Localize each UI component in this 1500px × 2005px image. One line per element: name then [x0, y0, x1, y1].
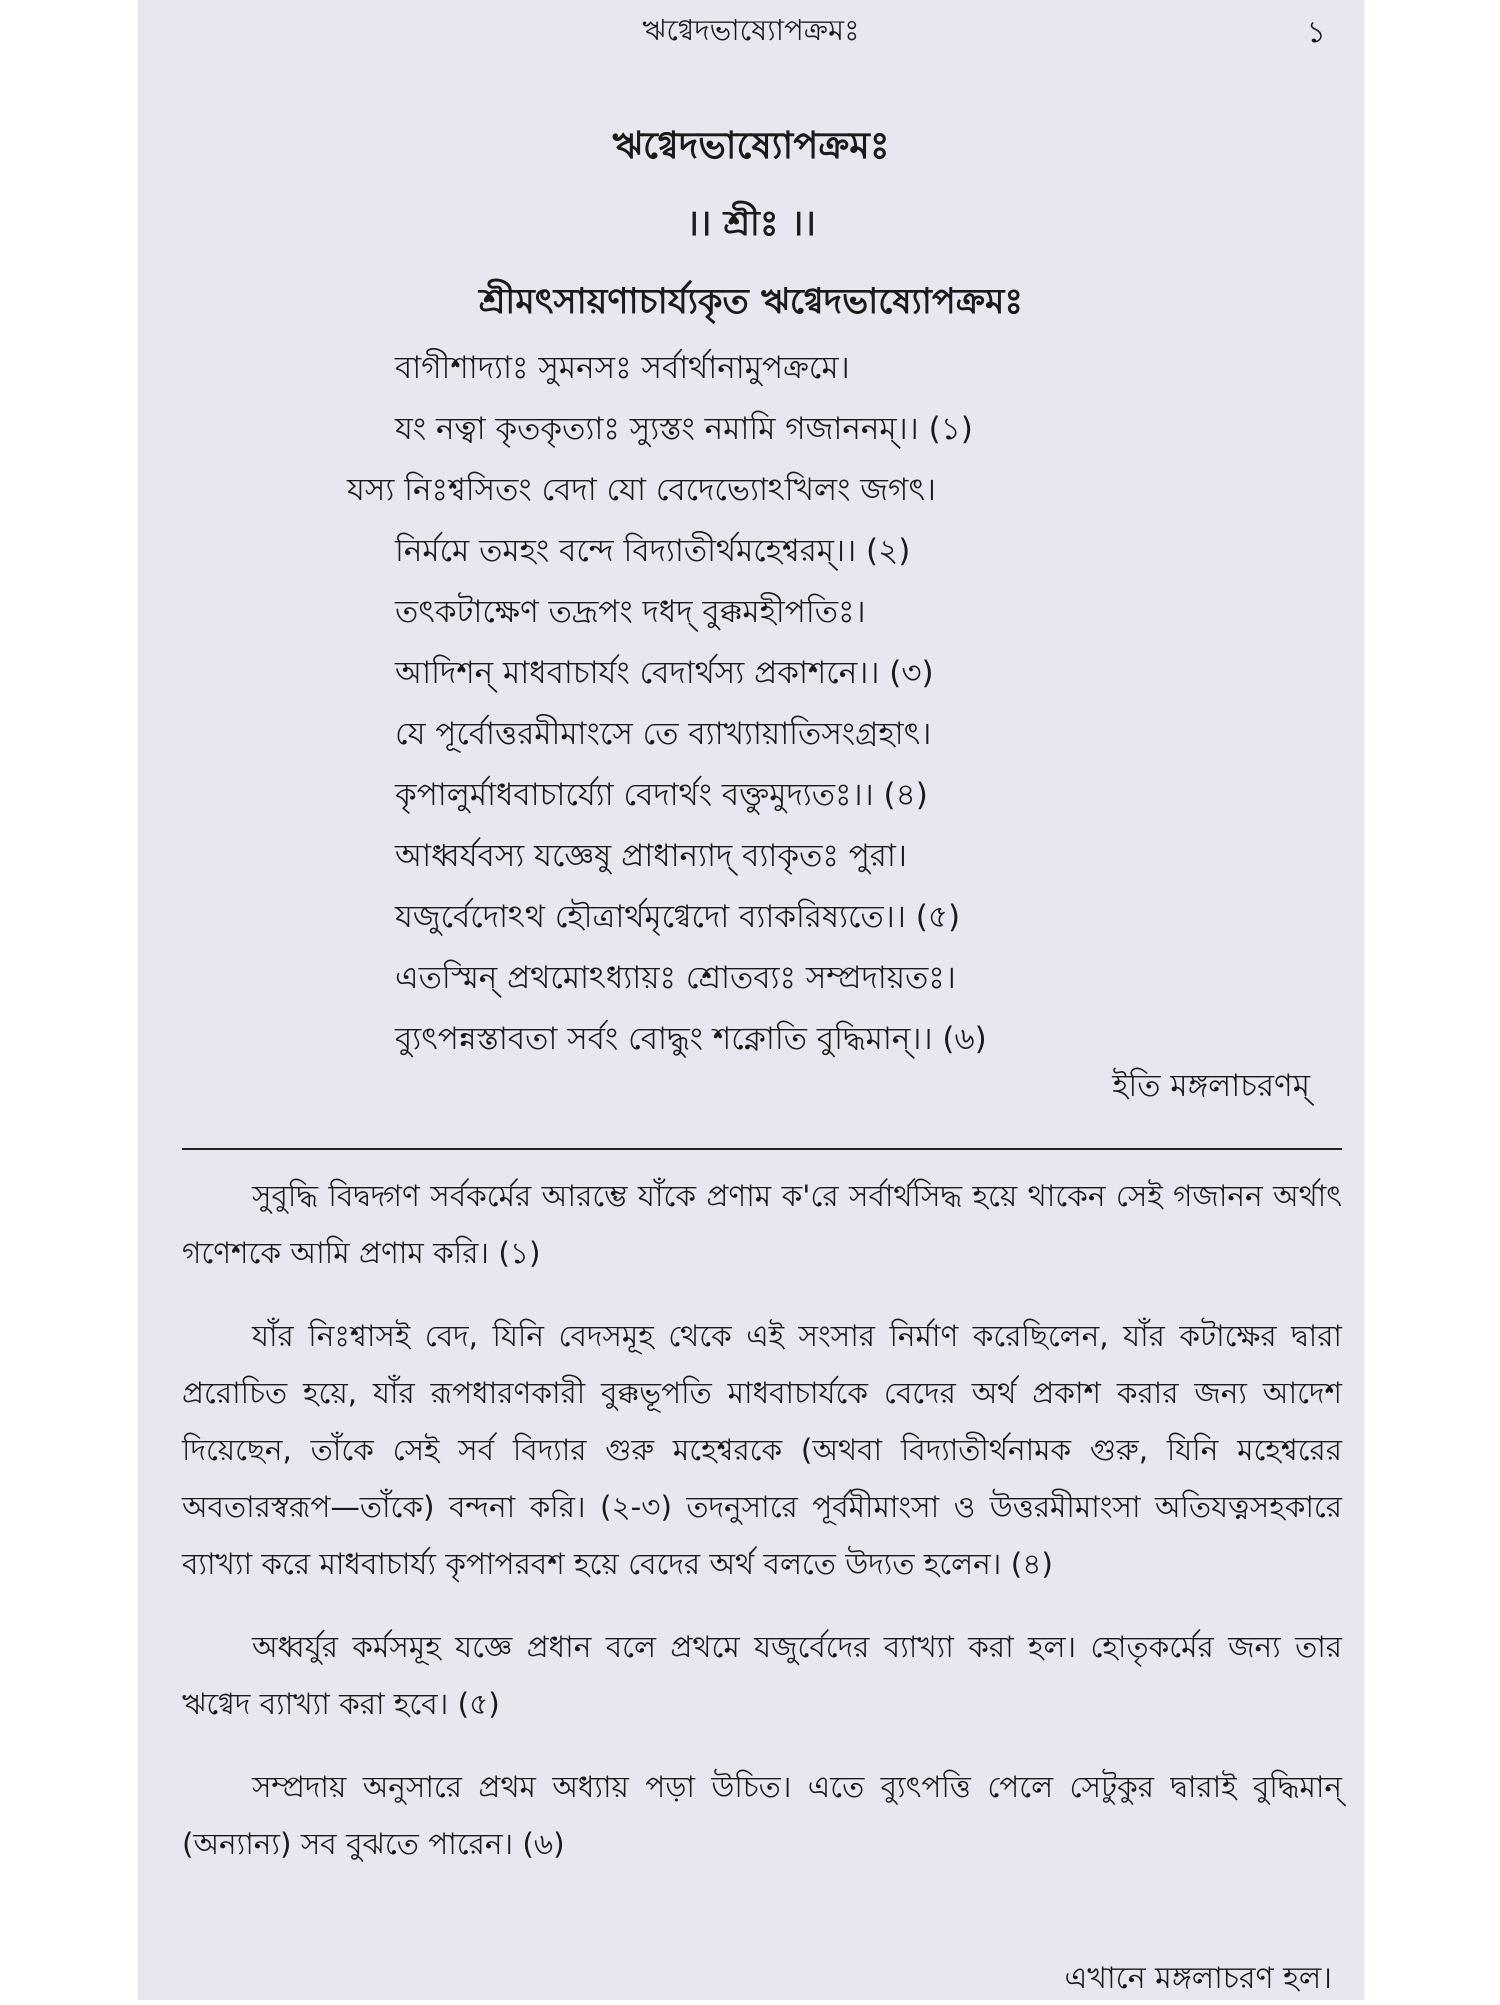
prose-closing: এখানে মঙ্গলাচরণ হল।: [1064, 1961, 1332, 1996]
page-number: ১: [1306, 15, 1326, 50]
divider: [182, 1148, 1342, 1150]
paragraph: অধ্বর্যুর কর্মসমূহ যজ্ঞে প্রধান বলে প্রথমে যজুর্বেদের ব্যাখ্যা করা হল। হোতৃকর্মের জন্য তার ঋগ্বেদ ব্যাখ্যা করা হবে। (৫): [182, 1630, 1342, 1721]
verse-closing: ইতি মঙ্গলাচরণম্: [1112, 1068, 1310, 1104]
verse-line: নির্মমে তমহং বন্দে বিদ্যাতীর্থমহেশ্বরম্।। (২): [395, 533, 911, 569]
subtitle: শ্রীমৎসায়ণাচার্য্যকৃত ঋগ্বেদভাষ্যোপক্রমঃ: [478, 282, 1024, 322]
paragraph: সম্প্রদায় অনুসারে প্রথম অধ্যায় পড়া উচিত। এতে ব্যুৎপত্তি পেলে সেটুকুর দ্বারাই বুদ্ধিমান্ (অন্যান্য) সব বুঝতে পারেন। (৬): [182, 1770, 1342, 1861]
verse-line: যং নত্বা কৃতকৃত্যাঃ স্যুস্তং নমামি গজাননম্।। (১): [395, 411, 973, 447]
verse-line: এতস্মিন্ প্রথমোঽধ্যায়ঃ শ্রোতব্যঃ সম্প্রদায়তঃ।: [395, 960, 956, 996]
page-title: ঋগ্বেদভাষ্যোপক্রমঃ: [612, 124, 890, 167]
verse-line: ব্যুৎপন্নস্তাবতা সর্বং বোদ্ধুং শক্নোতি বুদ্ধিমান্।। (৬): [395, 1021, 987, 1057]
verse-line: বাগীশাদ্যাঃ সুমনসঃ সর্বার্থানামুপক্রমে।: [395, 350, 850, 386]
verse-line: কৃপালুর্মাধবাচার্য্যো বেদার্থং বক্তুমুদ্যতঃ।। (৪): [395, 777, 928, 813]
running-head: ঋগ্বেদভাষ্যোপক্রমঃ: [642, 13, 860, 47]
paragraph: সুবুদ্ধি বিদ্বদ্গণ সর্বকর্মের আরম্ভে যাঁকে প্রণাম ক'রে সর্বার্থসিদ্ধ হয়ে থাকেন সেই গজানন অর্থাৎ গণেশকে আমি প্রণাম করি। (১): [182, 1179, 1342, 1270]
book-page: [138, 0, 1364, 2000]
verse-line: তৎকটাক্ষেণ তদ্রূপং দধদ্ বুক্কমহীপতিঃ।: [395, 594, 866, 630]
verse-line: আদিশন্ মাধবাচার্যং বেদার্থস্য প্রকাশনে।। (৩): [395, 655, 934, 691]
verse-block: [347, 338, 1275, 1070]
verse-line: আধ্বর্যবস্য যজ্ঞেষু প্রাধান্যাদ্ ব্যাকৃতঃ পুরা।: [395, 838, 907, 874]
paragraph: যাঁর নিঃশ্বাসই বেদ, যিনি বেদসমূহ থেকে এই সংসার নির্মাণ করেছিলেন, যাঁর কটাক্ষের দ্বারা প্ররোচিত হয়ে, যাঁর রূপধারণকারী বুক্কভূপতি মাধবাচার্যকে বেদের অর্থ প্রকাশ করার জন্য আদেশ দিয়েছেন, তাঁকে সেই সর্ব বিদ্যার গুরু মহেশ্বরকে (অথবা বিদ্যাতীর্থনামক গুরু, যিনি মহেশ্বরের অবতারস্বরূপ—তাঁকে) বন্দনা করি। (২-৩) তদনুসারে পূর্বমীমাংসা ও উত্তরমীমাংসা অতিযত্নসহকারে ব্যাখ্যা করে মাধবাচার্য্য কৃপাপরবশ হয়ে বেদের অর্থ বলতে উদ্যত হলেন। (৪): [182, 1319, 1342, 1581]
invocation: ।। শ্রীঃ ।।: [686, 204, 816, 244]
verse-line: যস্য নিঃশ্বসিতং বেদা যো বেদেভ্যোঽখিলং জগৎ।: [347, 472, 937, 508]
page-header: [138, 8, 1364, 48]
verse-line: যে পূর্বোত্তরমীমাংসে তে ব্যাখ্যায়াতিসংগ্রহাৎ।: [395, 716, 932, 752]
verse-line: যজুর্বেদোঽথ হৌত্রার্থমৃগ্বেদো ব্যাকরিষ্যতে।। (৫): [395, 899, 961, 935]
translation-block: [182, 1168, 1342, 1899]
